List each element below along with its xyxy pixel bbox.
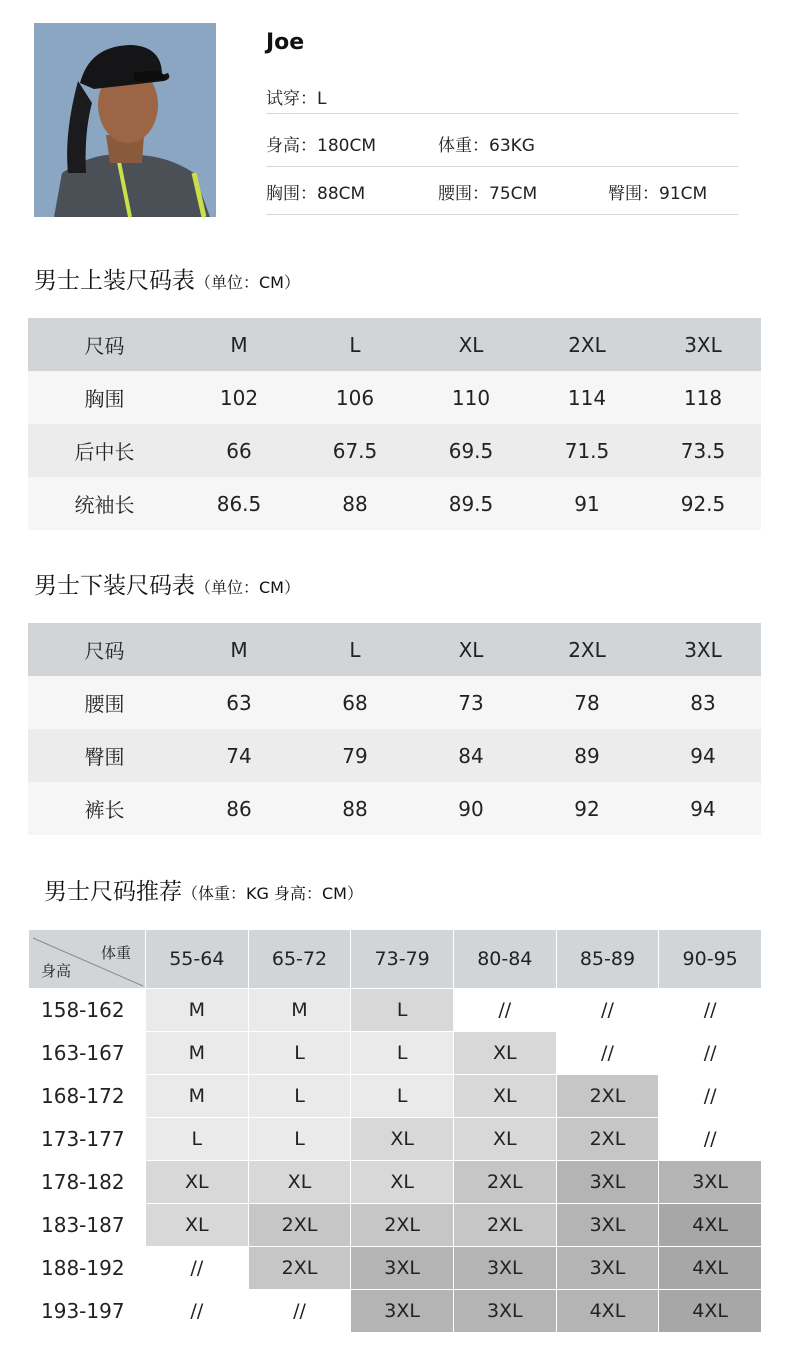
table-row bbox=[28, 477, 761, 530]
table-cell: 91 bbox=[529, 477, 645, 530]
table-row bbox=[28, 782, 761, 835]
header-cell: 3XL bbox=[645, 623, 761, 676]
recommended-size-cell: // bbox=[659, 1032, 762, 1075]
table-cell: 86.5 bbox=[181, 477, 297, 530]
table-cell: 88 bbox=[297, 477, 413, 530]
height-range-label: 173-177 bbox=[29, 1118, 146, 1161]
divider bbox=[266, 166, 738, 167]
header-cell: L bbox=[297, 318, 413, 371]
table-row bbox=[28, 424, 761, 477]
table-cell: 71.5 bbox=[529, 424, 645, 477]
table-header-row bbox=[28, 318, 761, 371]
table-cell: 66 bbox=[181, 424, 297, 477]
model-hip: 臀围：91CM bbox=[608, 184, 708, 204]
recommended-size-cell: 3XL bbox=[659, 1161, 762, 1204]
header-cell: M bbox=[181, 623, 297, 676]
weight-axis-label: 体重 bbox=[100, 944, 131, 962]
recommended-size-cell: 3XL bbox=[556, 1161, 659, 1204]
height-range-label: 188-192 bbox=[29, 1247, 146, 1290]
weight-range-header: 65-72 bbox=[248, 930, 351, 989]
height-range-label: 178-182 bbox=[29, 1161, 146, 1204]
table-cell: 83 bbox=[645, 676, 761, 729]
height-axis-label: 身高 bbox=[41, 962, 72, 980]
model-height: 身高：180CM bbox=[266, 136, 376, 156]
recommended-size-cell: M bbox=[248, 989, 351, 1032]
size-recommend-table bbox=[28, 930, 762, 1333]
model-photo bbox=[34, 23, 216, 217]
row-label: 统袖长 bbox=[28, 477, 181, 530]
recommended-size-cell: XL bbox=[453, 1032, 556, 1075]
table-cell: 94 bbox=[645, 729, 761, 782]
recommended-size-cell: M bbox=[146, 1075, 249, 1118]
model-name: Joe bbox=[266, 30, 305, 55]
top-size-unit: （单位：CM） bbox=[195, 273, 300, 292]
table-cell: 102 bbox=[181, 371, 297, 424]
table-row bbox=[29, 1118, 762, 1161]
table-cell: 79 bbox=[297, 729, 413, 782]
header-cell: 2XL bbox=[529, 318, 645, 371]
table-cell: 114 bbox=[529, 371, 645, 424]
recommended-size-cell: // bbox=[659, 989, 762, 1032]
recommended-size-cell: L bbox=[146, 1118, 249, 1161]
recommended-size-cell: M bbox=[146, 989, 249, 1032]
recommended-size-cell: M bbox=[146, 1032, 249, 1075]
weight-range-header: 80-84 bbox=[453, 930, 556, 989]
row-label: 裤长 bbox=[28, 782, 181, 835]
recommended-size-cell: L bbox=[351, 1075, 454, 1118]
table-header-row bbox=[29, 930, 762, 989]
recommended-size-cell: XL bbox=[453, 1118, 556, 1161]
table-row bbox=[28, 729, 761, 782]
recommended-size-cell: L bbox=[248, 1118, 351, 1161]
table-row bbox=[28, 676, 761, 729]
table-cell: 68 bbox=[297, 676, 413, 729]
row-label: 臀围 bbox=[28, 729, 181, 782]
recommended-size-cell: 3XL bbox=[453, 1247, 556, 1290]
table-cell: 110 bbox=[413, 371, 529, 424]
recommended-size-cell: XL bbox=[248, 1161, 351, 1204]
recommended-size-cell: L bbox=[351, 1032, 454, 1075]
recommended-size-cell: 3XL bbox=[556, 1204, 659, 1247]
recommended-size-cell: 4XL bbox=[659, 1204, 762, 1247]
top-size-table bbox=[28, 318, 761, 530]
recommended-size-cell: 3XL bbox=[556, 1247, 659, 1290]
height-range-label: 163-167 bbox=[29, 1032, 146, 1075]
height-range-label: 168-172 bbox=[29, 1075, 146, 1118]
table-row bbox=[29, 1075, 762, 1118]
bottom-size-title bbox=[34, 567, 300, 600]
recommended-size-cell: 3XL bbox=[453, 1290, 556, 1333]
recommended-size-cell: 2XL bbox=[351, 1204, 454, 1247]
table-cell: 94 bbox=[645, 782, 761, 835]
table-cell: 63 bbox=[181, 676, 297, 729]
header-cell: XL bbox=[413, 623, 529, 676]
header-cell: 3XL bbox=[645, 318, 761, 371]
header-cell: M bbox=[181, 318, 297, 371]
weight-range-header: 55-64 bbox=[146, 930, 249, 989]
recommended-size-cell: 4XL bbox=[556, 1290, 659, 1333]
recommend-title bbox=[44, 873, 363, 906]
table-row bbox=[29, 1032, 762, 1075]
recommended-size-cell: // bbox=[453, 989, 556, 1032]
table-cell: 92.5 bbox=[645, 477, 761, 530]
recommended-size-cell: 2XL bbox=[453, 1204, 556, 1247]
table-cell: 84 bbox=[413, 729, 529, 782]
recommended-size-cell: // bbox=[248, 1290, 351, 1333]
recommended-size-cell: // bbox=[556, 989, 659, 1032]
table-row bbox=[29, 989, 762, 1032]
recommended-size-cell: XL bbox=[351, 1161, 454, 1204]
table-cell: 88 bbox=[297, 782, 413, 835]
divider bbox=[266, 214, 738, 215]
row-label: 胸围 bbox=[28, 371, 181, 424]
recommended-size-cell: 4XL bbox=[659, 1247, 762, 1290]
try-on-size: 试穿：L bbox=[266, 89, 327, 109]
table-cell: 67.5 bbox=[297, 424, 413, 477]
recommended-size-cell: 2XL bbox=[248, 1247, 351, 1290]
recommended-size-cell: XL bbox=[453, 1075, 556, 1118]
recommended-size-cell: L bbox=[248, 1075, 351, 1118]
height-range-label: 183-187 bbox=[29, 1204, 146, 1247]
recommended-size-cell: 2XL bbox=[248, 1204, 351, 1247]
weight-range-header: 73-79 bbox=[351, 930, 454, 989]
header-cell: 尺码 bbox=[28, 318, 181, 371]
table-row bbox=[28, 371, 761, 424]
recommended-size-cell: // bbox=[659, 1075, 762, 1118]
header-cell: 尺码 bbox=[28, 623, 181, 676]
table-cell: 69.5 bbox=[413, 424, 529, 477]
top-size-title bbox=[34, 262, 300, 295]
bottom-size-title-text: 男士下装尺码表 bbox=[34, 573, 195, 599]
table-row bbox=[29, 1204, 762, 1247]
recommended-size-cell: // bbox=[146, 1247, 249, 1290]
row-label: 腰围 bbox=[28, 676, 181, 729]
table-cell: 90 bbox=[413, 782, 529, 835]
table-row bbox=[29, 1161, 762, 1204]
bottom-size-table bbox=[28, 623, 761, 835]
recommended-size-cell: 3XL bbox=[351, 1247, 454, 1290]
header-cell: XL bbox=[413, 318, 529, 371]
bottom-size-unit: （单位：CM） bbox=[195, 578, 300, 597]
recommended-size-cell: 4XL bbox=[659, 1290, 762, 1333]
corner-cell bbox=[29, 930, 146, 989]
recommend-title-text: 男士尺码推荐 bbox=[44, 879, 182, 905]
table-cell: 86 bbox=[181, 782, 297, 835]
height-range-label: 158-162 bbox=[29, 989, 146, 1032]
table-cell: 89.5 bbox=[413, 477, 529, 530]
recommended-size-cell: 2XL bbox=[556, 1118, 659, 1161]
table-cell: 78 bbox=[529, 676, 645, 729]
table-cell: 73 bbox=[413, 676, 529, 729]
height-range-label: 193-197 bbox=[29, 1290, 146, 1333]
table-row bbox=[29, 1247, 762, 1290]
table-cell: 106 bbox=[297, 371, 413, 424]
divider bbox=[266, 113, 738, 114]
recommend-unit: （体重：KG 身高：CM） bbox=[182, 884, 363, 903]
recommended-size-cell: 2XL bbox=[453, 1161, 556, 1204]
table-cell: 73.5 bbox=[645, 424, 761, 477]
recommended-size-cell: // bbox=[556, 1032, 659, 1075]
table-cell: 74 bbox=[181, 729, 297, 782]
model-waist: 腰围：75CM bbox=[438, 184, 538, 204]
table-cell: 92 bbox=[529, 782, 645, 835]
top-size-title-text: 男士上装尺码表 bbox=[34, 268, 195, 294]
recommended-size-cell: 3XL bbox=[351, 1290, 454, 1333]
recommended-size-cell: XL bbox=[146, 1204, 249, 1247]
recommended-size-cell: // bbox=[659, 1118, 762, 1161]
header-cell: 2XL bbox=[529, 623, 645, 676]
recommended-size-cell: XL bbox=[146, 1161, 249, 1204]
recommended-size-cell: // bbox=[146, 1290, 249, 1333]
recommended-size-cell: XL bbox=[351, 1118, 454, 1161]
table-row bbox=[29, 1290, 762, 1333]
recommended-size-cell: L bbox=[351, 989, 454, 1032]
recommended-size-cell: L bbox=[248, 1032, 351, 1075]
model-weight: 体重：63KG bbox=[438, 136, 535, 156]
row-label: 后中长 bbox=[28, 424, 181, 477]
weight-range-header: 85-89 bbox=[556, 930, 659, 989]
model-chest: 胸围：88CM bbox=[266, 184, 366, 204]
header-cell: L bbox=[297, 623, 413, 676]
table-header-row bbox=[28, 623, 761, 676]
table-cell: 89 bbox=[529, 729, 645, 782]
recommended-size-cell: 2XL bbox=[556, 1075, 659, 1118]
table-cell: 118 bbox=[645, 371, 761, 424]
weight-range-header: 90-95 bbox=[659, 930, 762, 989]
